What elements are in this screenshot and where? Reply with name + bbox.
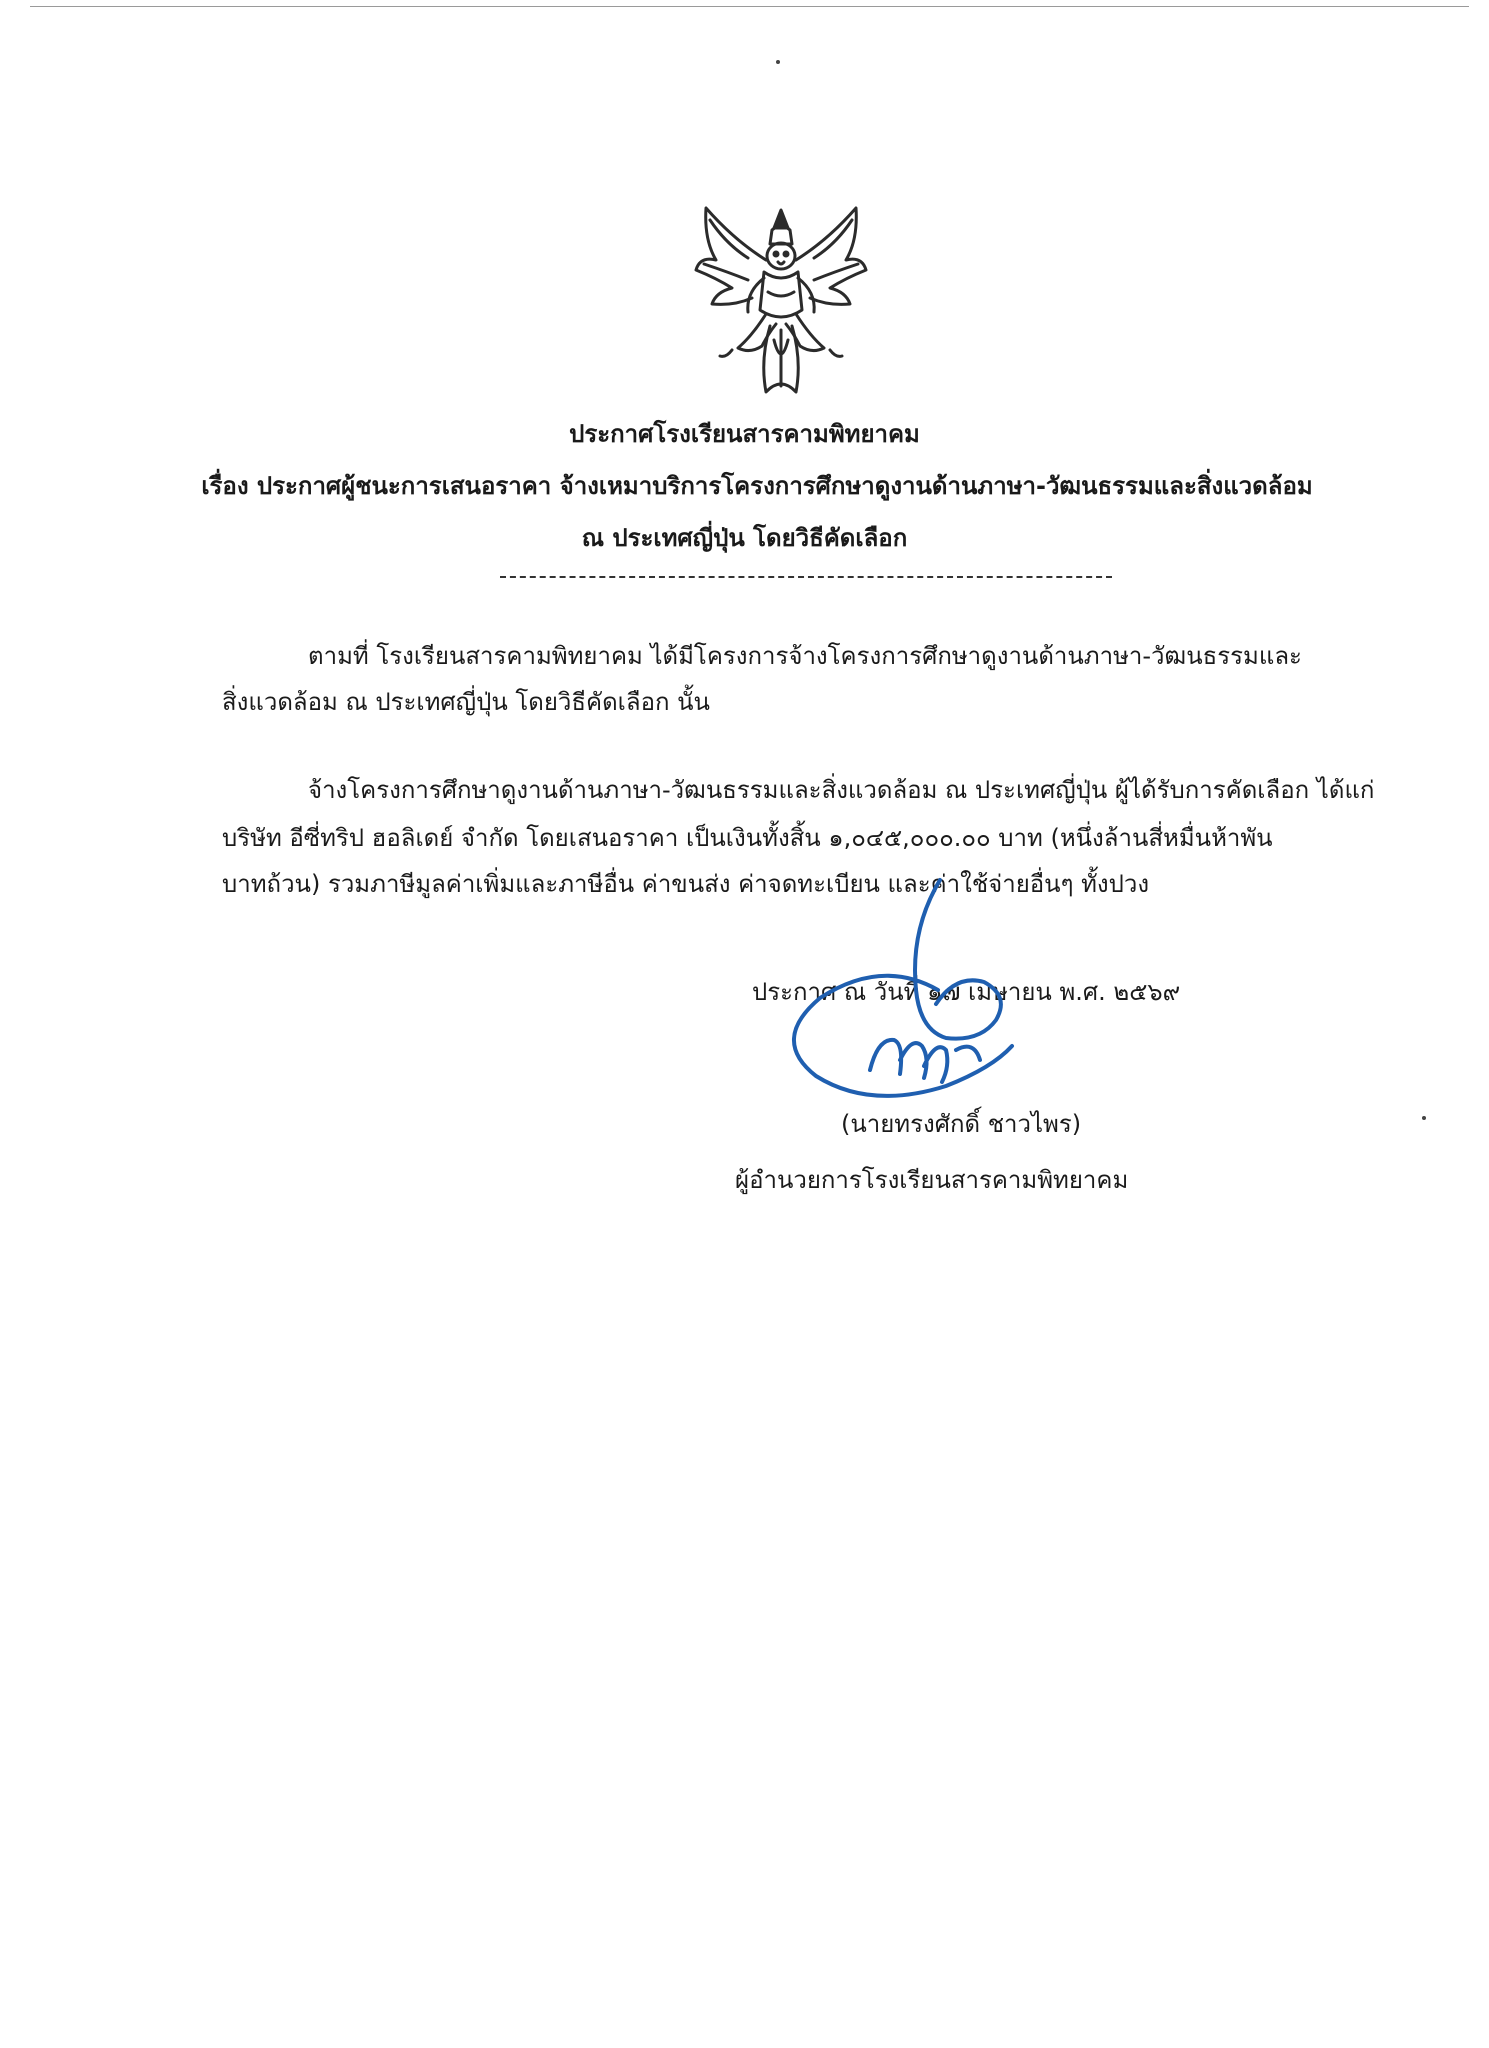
scan-border-line: [30, 6, 1469, 7]
scan-speck: [1422, 1116, 1426, 1120]
announcement-header: ประกาศโรงเรียนสารคามพิทยาคม: [569, 420, 920, 448]
signer-name: (นายทรงศักดิ์ ชาวไพร): [841, 1110, 1082, 1138]
paragraph-1-line-1: ตามที่ โรงเรียนสารคามพิทยาคม ได้มีโครงการจ้างโครงการศึกษาดูงานด้านภาษา-วัฒนธรรมและ: [308, 642, 1302, 670]
signer-title: ผู้อำนวยการโรงเรียนสารคามพิทยาคม: [735, 1166, 1129, 1194]
announcement-subject-cont: ณ ประเทศญี่ปุ่น โดยวิธีคัดเลือก: [581, 524, 908, 552]
paragraph-2-line-1: จ้างโครงการศึกษาดูงานด้านภาษา-วัฒนธรรมและสิ่งแวดล้อม ณ ประเทศญี่ปุ่น ผู้ได้รับการคัดเลือก ได้แก่: [308, 776, 1375, 804]
scan-speck: [776, 60, 780, 64]
paragraph-2-line-2: บริษัท อีซี่ทริป ฮอลิเดย์ จำกัด โดยเสนอราคา เป็นเงินทั้งสิ้น ๑,๐๔๕,๐๐๐.๐๐ บาท (หนึ่งล้านสี่หมื่นห้าพัน: [222, 824, 1273, 852]
handwritten-signature-icon: [760, 870, 1060, 1130]
paragraph-1-line-2: สิ่งแวดล้อม ณ ประเทศญี่ปุ่น โดยวิธีคัดเลือก นั้น: [222, 688, 710, 716]
garuda-emblem-icon: [686, 200, 876, 400]
paragraph-2-line-3: บาทถ้วน) รวมภาษีมูลค่าเพิ่มและภาษีอื่น ค่าขนส่ง ค่าจดทะเบียน และค่าใช้จ่ายอื่นๆ ทั้งปวง: [222, 870, 1150, 898]
header-separator: [500, 576, 1112, 578]
announcement-date: ประกาศ ณ วันที่ ๑๗ เมษายน พ.ศ. ๒๕๖๙: [752, 978, 1181, 1006]
announcement-subject: เรื่อง ประกาศผู้ชนะการเสนอราคา จ้างเหมาบริการโครงการศึกษาดูงานด้านภาษา-วัฒนธรรมและสิ่งแวดล้อม: [201, 472, 1313, 500]
